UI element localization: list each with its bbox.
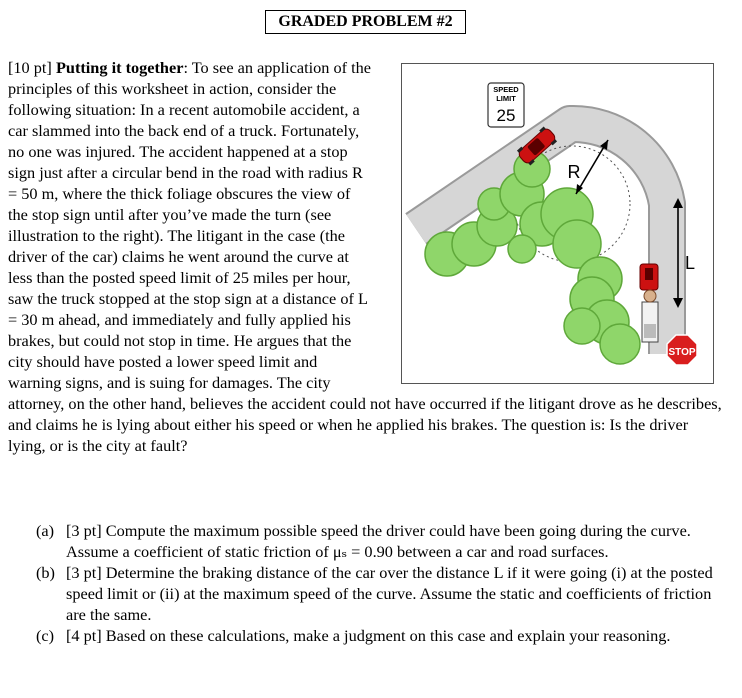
speed-sign-value: 25: [496, 106, 516, 125]
part-text: [4 pt] Based on these calculations, make a judgment on this case and explain your reasoning.: [66, 626, 671, 645]
page-title: GRADED PROBLEM #2: [265, 10, 466, 34]
part-label: (a): [36, 521, 55, 540]
part-a: [36, 520, 726, 562]
speed-sign-line1: SPEED: [493, 85, 519, 94]
truck: [640, 264, 658, 342]
part-c: [36, 625, 726, 646]
part-text: [3 pt] Compute the maximum possible speed the driver could have been going during the curve. Assume a coefficient of static friction of μₛ = 0.90 between a car and road surfaces.: [66, 521, 691, 561]
speed-sign-line2: LIMIT: [496, 94, 516, 103]
question-parts: [36, 520, 726, 646]
part-label: (b): [36, 563, 55, 582]
road-diagram: [402, 64, 715, 385]
stop-sign-text: STOP: [668, 347, 696, 358]
radius-label: R: [567, 162, 581, 182]
length-label: L: [684, 253, 696, 273]
part-text: [3 pt] Determine the braking distance of the car over the distance L if it were going (i) at the posted speed limit or (ii) at the maximum speed of the curve. Assume the static and coefficients of friction are the same.: [66, 563, 713, 624]
problem-heading: Putting it together: [55, 58, 184, 77]
radius-arrow: [576, 140, 608, 194]
points-label: [10 pt]: [8, 58, 56, 77]
problem-text: : To see an application of the principles of this worksheet in action, consider the following situation: In a recent automobile accident, a car slammed into the back end of a truck. Fortunately, no one was injured. The accident happened at a stop sign just after a circular bend in the road with radius R = 50 m, where the thick foliage obscures the view of the stop sign until after you’ve made the turn (see illustration to the right). The litigant in the case (the driver of the car) claims he went around the curve at less than the posted speed limit of 25 miles per hour, saw the truck stopped at the stop sign at a distance of L = 30 m ahead, and immediately and fully applied his brakes, but could not stop in time. He argues that the city should have posted a lower speed limit and warning signs, and is suing for damages. The city attorney, on the other hand, believes the accident could not have occurred if the litigant drove as he describes, and claims he is lying about either his speed or when he applied his brakes. The question is: Is the driver lying, or is the city at fault?: [8, 58, 722, 455]
road-illustration: [401, 63, 714, 384]
part-label: (c): [36, 626, 55, 645]
part-b: [36, 562, 726, 625]
